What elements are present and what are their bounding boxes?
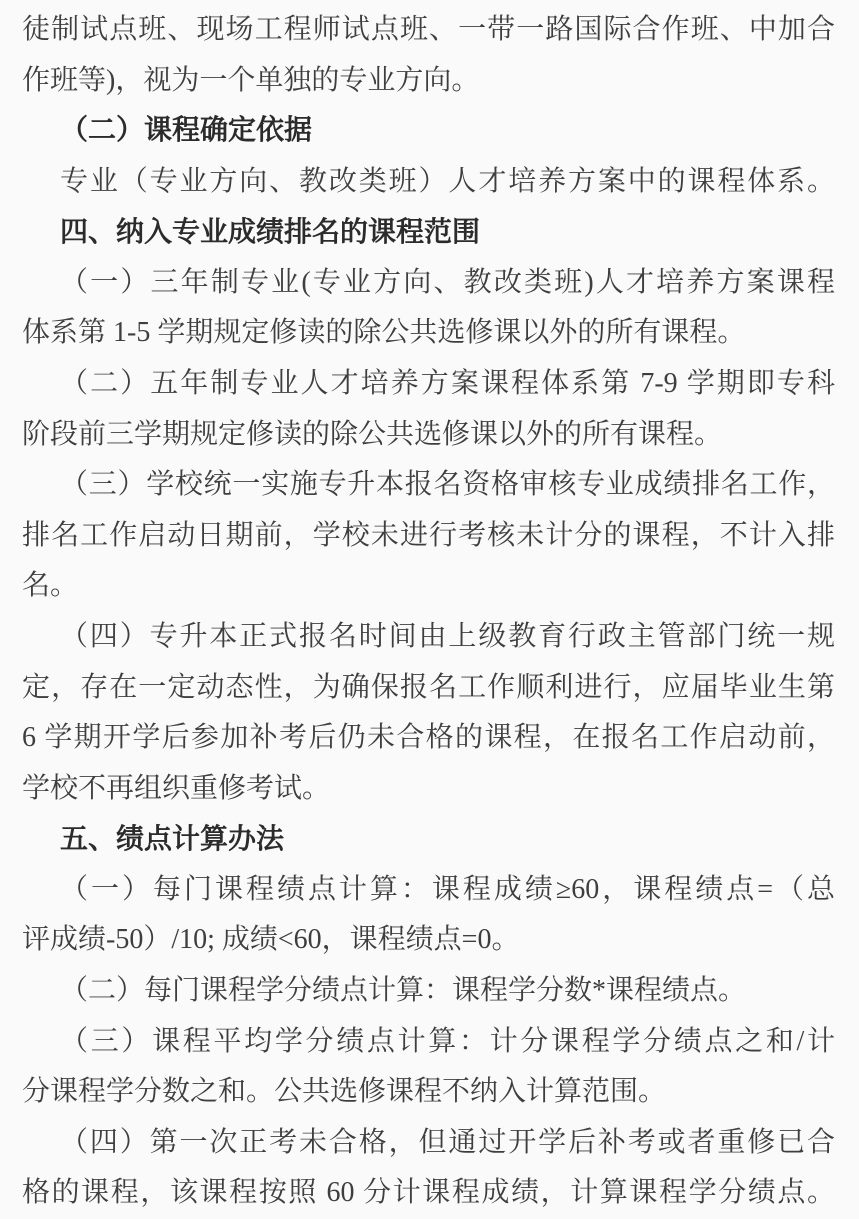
text-line: 6 学期开学后参加补考后仍未合格的课程，在报名工作启动前， bbox=[22, 722, 835, 754]
text-line: （三）课程平均学分绩点计算：计分课程学分绩点之和/计 bbox=[60, 1025, 835, 1057]
text-line: （二）每门课程学分绩点计算：课程学分数*课程绩点。 bbox=[60, 974, 747, 1006]
text-line: 学校不再组织重修考试。 bbox=[22, 772, 331, 804]
text-line: 评成绩-50）/10; 成绩<60，课程绩点=0。 bbox=[22, 924, 520, 956]
text-line: （一）每门课程绩点计算：课程成绩≥60，课程绩点=（总 bbox=[60, 873, 835, 905]
text-line: （一）三年制专业(专业方向、教改类班)人才培养方案课程 bbox=[60, 266, 835, 298]
text-line: 排名工作启动日期前，学校未进行考核未计分的课程，不计入排 bbox=[22, 519, 835, 551]
text-line: 徒制试点班、现场工程师试点班、一带一路国际合作班、中加合 bbox=[22, 14, 835, 45]
heading-section-5-gpa: 五、绩点计算办法 bbox=[60, 823, 285, 855]
text-line: 体系第 1-5 学期规定修读的除公共选修课以外的所有课程。 bbox=[22, 317, 746, 349]
text-line: （三）学校统一实施专升本报名资格审核专业成绩排名工作， bbox=[60, 469, 835, 501]
text-line: 分课程学分数之和。公共选修课程不纳入计算范围。 bbox=[22, 1076, 667, 1108]
heading-course-basis: （二）课程确定依据 bbox=[60, 115, 313, 147]
text-line: （四）第一次正考未合格，但通过开学后补考或者重修已合 bbox=[60, 1126, 835, 1158]
text-line: 名。 bbox=[22, 570, 79, 602]
heading-section-4-scope: 四、纳入专业成绩排名的课程范围 bbox=[60, 216, 481, 248]
text-line: 专业（专业方向、教改类班）人才培养方案中的课程体系。 bbox=[60, 165, 835, 197]
text-line: 阶段前三学期规定修读的除公共选修课以外的所有课程。 bbox=[22, 418, 723, 450]
text-line: 作班等)，视为一个单独的专业方向。 bbox=[22, 64, 480, 96]
text-line: （四）专升本正式报名时间由上级教育行政主管部门统一规 bbox=[60, 620, 835, 652]
text-line: （二）五年制专业人才培养方案课程体系第 7-9 学期即专科 bbox=[60, 368, 835, 400]
text-line: 定，存在一定动态性，为确保报名工作顺利进行，应届毕业生第 bbox=[22, 671, 835, 703]
text-line: 格的课程，该课程按照 60 分计课程成绩，计算课程学分绩点。 bbox=[22, 1177, 835, 1209]
